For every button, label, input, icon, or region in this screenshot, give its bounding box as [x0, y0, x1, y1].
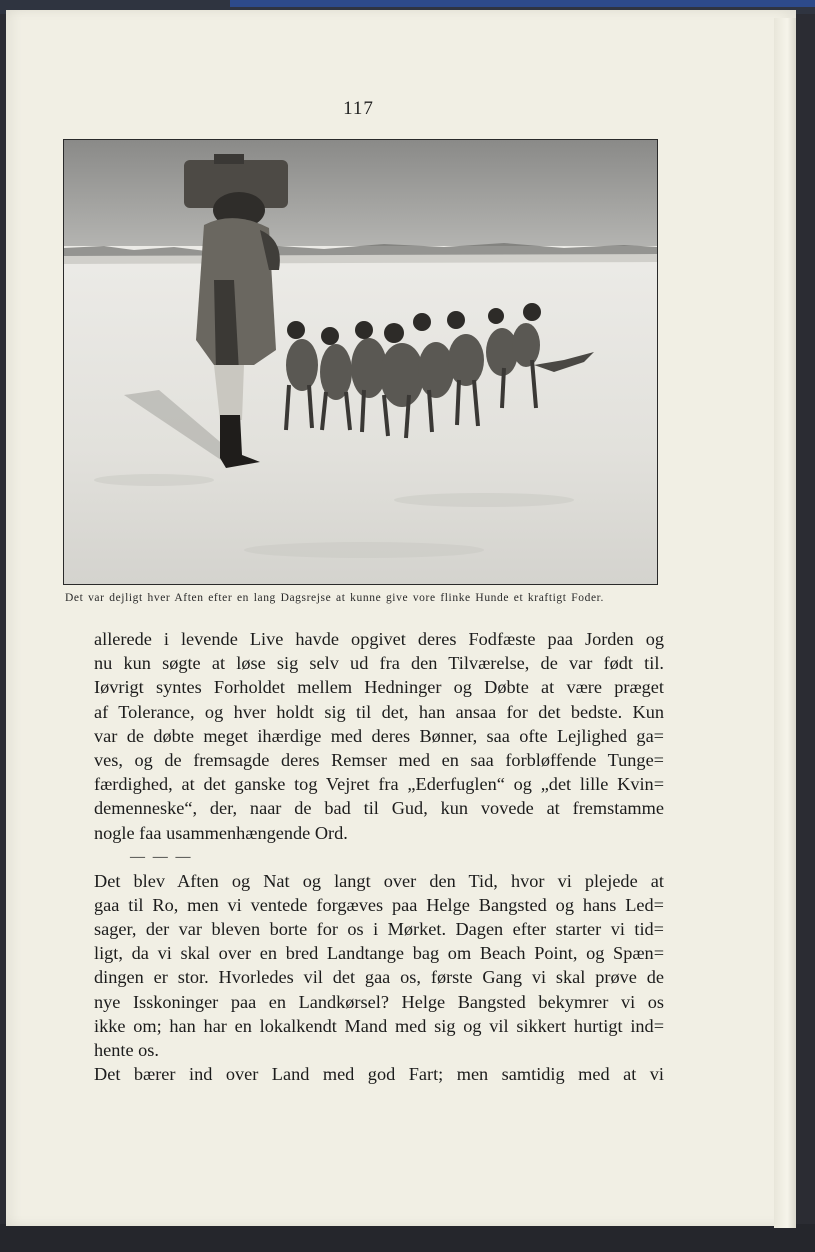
sled-dog-team-photo-icon — [64, 140, 657, 584]
text-line: Det blev Aften og Nat og langt over den Tid, hvor vi plejede at — [94, 870, 664, 891]
paragraph-3 — [94, 1062, 664, 1086]
section-separator: — — — — [130, 848, 193, 865]
body-text — [94, 627, 664, 1086]
text-line: ikke om; han har en lokalkendt Mand med sig og vil sikkert hurtigt ind= — [94, 1015, 664, 1036]
text-line: ligt, da vi skal over en bred Landtange bag om Beach Point, og Spæn= — [94, 943, 664, 964]
paragraph-1 — [94, 627, 664, 845]
text-line: færdighed, at det ganske tog Vejret fra „Ederfuglen“ og „det lille Kvin= — [94, 774, 664, 795]
text-line: nogle faa usammenhængende Ord. — [94, 822, 348, 843]
text-line: allerede i levende Live havde opgivet deres Fodfæste paa Jorden og — [94, 629, 664, 649]
page-edge — [774, 18, 796, 1228]
text-line: nye Isskoninger paa en Landkørsel? Helge Bangsted bekymrer vi os — [94, 991, 664, 1012]
paragraph-2 — [94, 869, 664, 1063]
sled-dog-team-photo — [63, 139, 658, 585]
photo-caption: Det var dejligt hver Aften efter en lang Dagsrejse at kunne give vore flinke Hunde et kraftigt Foder. — [65, 592, 604, 604]
scan-bottom-band — [0, 1224, 815, 1252]
text-line: ves, og de fremsagde deres Remser med en saa forbløffende Tunge= — [94, 749, 664, 770]
text-line: var de døbte meget ihærdige med deres Bønner, saa ofte Lejlighed ga= — [94, 725, 664, 746]
text-line: gaa til Ro, men vi ventede forgæves paa Helge Bangsted og hans Led= — [94, 894, 664, 915]
text-line: af Tolerance, og hver holdt sig til det, han ansaa for det bedste. Kun — [94, 701, 664, 722]
text-line: Det bærer ind over Land med god Fart; men samtidig med at vi — [94, 1064, 664, 1085]
text-line: hente os. — [94, 1040, 159, 1060]
text-line: nu kun søgte at løse sig selv ud fra den Tilværelse, de var født til. — [94, 653, 664, 674]
page-number: 117 — [343, 98, 374, 119]
text-line: dingen er stor. Hvorledes vil det gaa os, første Gang vi skal prøve de — [94, 967, 664, 988]
text-line: Iøvrigt syntes Forholdet mellem Hedninger og Døbte at være præget — [94, 677, 664, 698]
book-page — [6, 10, 796, 1226]
text-line: sager, der var bleven borte for os i Mørket. Dagen efter starter vi tid= — [94, 919, 664, 940]
book-cover-edge — [230, 0, 815, 7]
text-line: demenneske“, der, naar de bad til Gud, kun vovede at fremstamme — [94, 798, 664, 819]
